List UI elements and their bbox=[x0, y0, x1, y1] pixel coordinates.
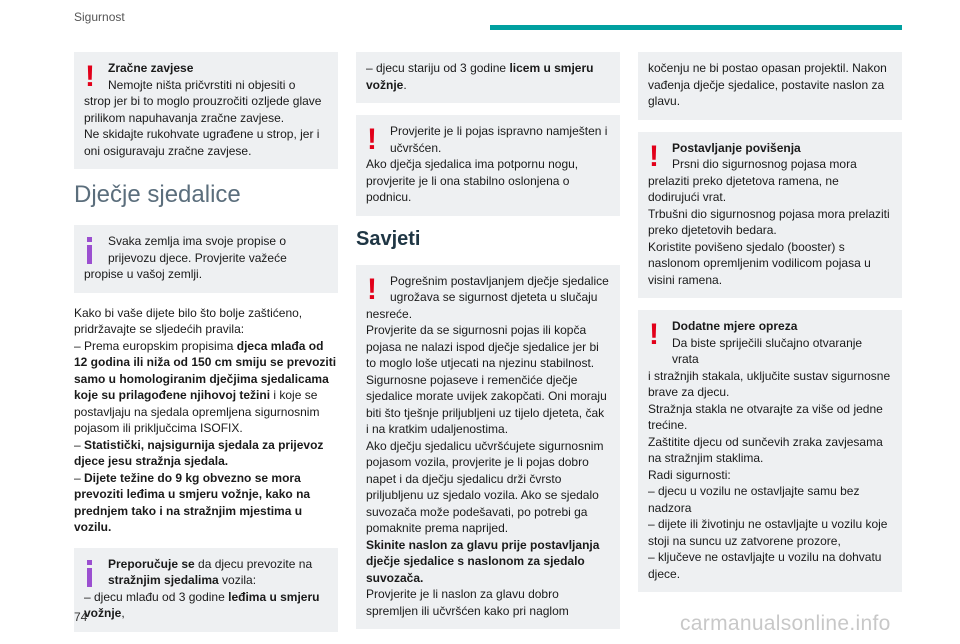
watermark: carmanualsonline.info bbox=[680, 612, 891, 635]
info-text: propise u vašoj zemlji. bbox=[84, 267, 203, 281]
info-text: prijevozu djece. Provjerite važeće bbox=[108, 250, 287, 265]
warning-text: Nemojte ništa pričvrstiti ni objesiti o bbox=[108, 77, 296, 92]
warning-icon: ! bbox=[649, 139, 659, 173]
warning-title: Zračne zavjese bbox=[108, 61, 194, 75]
intro-paragraph: Kako bi vaše dijete bilo što bolje zaštićeno, pridržavajte se sljedećih pravila: – Prema europskim propisima djeca mlađa od 12 godina ili niža od 150 cm smiju se prevoziti samo u homologiranim dječjima sjedalicama koje su prilagođene njihovoj težini i koje se postavljaju na sjedala opremljena sigurnosnim pojasom ili priključcima ISOFIX. – Statistički, najsigurnija sjedala za prijevoz djece jesu stražnja sjedala. – Dijete težine do 9 kg obvezno se mora prevoziti leđima u smjeru vožnje, kako na prednjem tako i na stražnjim mjestima u vozilu. bbox=[74, 305, 337, 534]
warning-icon: ! bbox=[85, 60, 95, 93]
warning-box-booster: ! Postavljanje povišenja Prsni dio sigurnosnog pojasa mora prelaziti preko djetetova ramena, ne dodirujući vrat. Trbušni dio sigurnosnog pojasa mora prelaziti preko djetetovih bedara. Koristite povišeno sjedalo (booster) s naslonom opremljenim vodilicom pojasa u visini ramena. bbox=[638, 132, 902, 299]
column-2 bbox=[356, 52, 620, 629]
warning-icon: ! bbox=[367, 272, 377, 306]
running-header: Sigurnost bbox=[74, 10, 125, 24]
warning-text: strop jer bi to moglo prouzročiti ozljede glave prilikom napuhavanja zračne zavjese. bbox=[84, 94, 322, 125]
info-box-continued: – djecu stariju od 3 godine licem u smjeru vožnje. bbox=[356, 52, 620, 103]
warning-box-air-curtains bbox=[74, 52, 338, 169]
warning-text: Ne skidajte rukohvate ugrađene u strop, jer i oni osiguravaju zračne zavjese. bbox=[84, 127, 320, 158]
subsection-title: Savjeti bbox=[356, 227, 421, 250]
info-text: Svaka zemlja ima svoje propise o bbox=[108, 234, 287, 248]
info-icon bbox=[87, 560, 92, 587]
header-accent-bar bbox=[490, 25, 902, 30]
warning-box-installation: ! Pogrešnim postavljanjem dječje sjedalice ugrožava se sigurnost djeteta u slučaju nesreće. Provjerite da se sigurnosni pojas ili kopča pojasa ne nalazi ispod dječje sjedalice jer bi to moglo loše utjecati na njezinu stabilnost. Sigurnosne pojaseve i remenčiće dječje sjedalice morate uvijek zakopčati. Oni moraju biti što tješnje priljubljeni uz tijelo djeteta, čak i na kratkim udaljenostima. Ako dječju sjedalicu učvršćujete sigurnosnim pojasom vozila, provjerite je li pojas dobro napet i da dječju sjedalicu drži čvrsto priljubljenu uz sjedalo vozila. Ako se sjedalo suvozača može podešavati, po potrebi ga pomaknite prema naprijed. Skinite naslon za glavu prije postavljanja dječje sjedalice s naslonom za sjedalo suvozača. Provjerite je li naslon za glavu dobro spremljen ili učvršćen kako pri naglom bbox=[356, 265, 620, 630]
warning-box-continued: kočenju ne bi postao opasan projektil. Nakon vađenja dječje sjedalice, postavite naslon za glavu. bbox=[638, 52, 902, 120]
warning-icon: ! bbox=[367, 123, 377, 156]
info-box-regulations bbox=[74, 225, 338, 293]
page-number: 74 bbox=[74, 610, 88, 624]
info-box-rear-seats: Preporučuje se da djecu prevozite na stražnjim sjedalima vozila: – djecu mlađu od 3 godine leđima u smjeru vožnje, bbox=[74, 548, 338, 632]
column-1 bbox=[74, 52, 338, 644]
info-icon bbox=[87, 237, 92, 264]
warning-icon: ! bbox=[649, 318, 659, 351]
warning-box-extra-precautions: ! Dodatne mjere opreza Da biste spriječili slučajno otvaranje vrata i stražnjih stakala, uključite sustav sigurnosne brave za djecu. Stražnja stakla ne otvarajte za više od jedne trećine. Zaštitite djecu od sunčevih zraka zavjesama na stražnjim staklima. Radi sigurnosti: – djecu u vozilu ne ostavljajte samu bez nadzora – dijete ili životinju ne ostavljajte u vozilu koje stoji na suncu uz zatvorene prozore, – ključeve ne ostavljajte u vozilu na dohvatu djece. bbox=[638, 310, 902, 592]
column-3 bbox=[638, 52, 902, 604]
section-title: Dječje sjedalice bbox=[74, 181, 241, 208]
warning-box-belt-check: ! Provjerite je li pojas ispravno namješten i učvršćen. Ako dječja sjedalica ima potpornu nogu, provjerite je li ona stabilno oslonjena o podnicu. bbox=[356, 115, 620, 216]
